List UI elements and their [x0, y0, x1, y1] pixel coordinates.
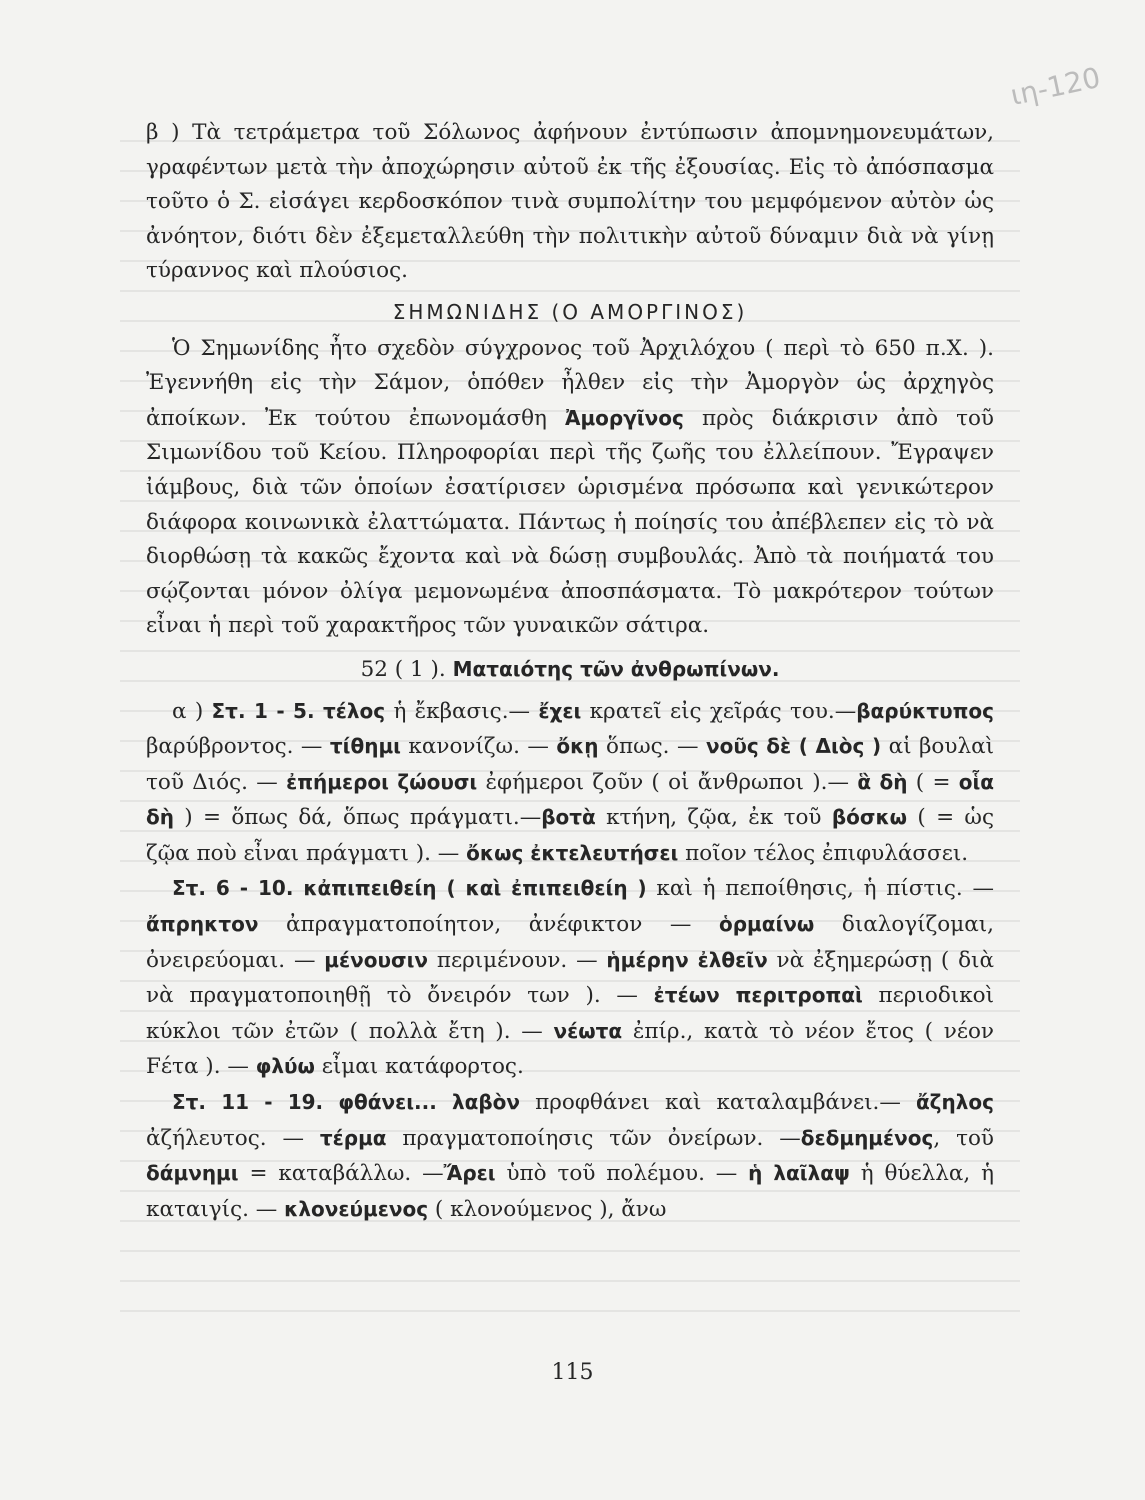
commentary-text: διαλογίζομαι, ὀνειρεύομαι. — [146, 912, 994, 973]
paragraph-text: Ὁ Σημωνίδης ἦτο σχεδὸν σύγχρονος τοῦ Ἀρχιλόχου ( περὶ τὸ 650 π.Χ. ). Ἐγεννήθη εἰς τὴν Σάμον, ὁπόθεν ἦλθεν εἰς τὴν Ἀμοργὸν ὡς ἀρχηγὸς ἀποίκων. Ἐκ τούτου ἐπωνομάσθη [146, 335, 994, 431]
bold-lemma: Στ. 1 - 5. τέλος [211, 698, 386, 723]
bold-lemma: ἐτέων περιτροπαὶ [653, 983, 863, 1008]
commentary-text: ( = [907, 769, 959, 795]
commentary-text: ποῖον τέλος ἐπιφυλάσσει. [678, 840, 969, 866]
poem-title-text: Ματαιότης τῶν ἀνθρωπίνων. [452, 656, 780, 681]
bold-lemma: ἐπήμεροι ζώουσι [286, 769, 478, 794]
bold-lemma: ἃ δὴ [857, 769, 908, 794]
poem-title [146, 652, 994, 688]
bold-lemma: Στ. 11 - 19. φθάνει... λαβὸν [172, 1090, 521, 1115]
commentary-text: ἀζήλευτος. — [146, 1125, 320, 1151]
paragraph-solon: β ) Τὰ τετράμετρα τοῦ Σόλωνος ἀφήνουν ἐντύπωσιν ἀπομνημονευμάτων, γραφέντων μετὰ τὴν ἀποχώρησιν αὐτοῦ ἐκ τῆς ἐξουσίας. Εἰς τὸ ἀπόσπασμα τοῦτο ὁ Σ. εἰσάγει κερδοσκόπον τινὰ συμπολίτην του μεμφόμενον αὐτὸν ὡς ἀνόητον, διότι δὲν ἐξεμεταλλεύθη τὴν πολιτικὴν αὐτοῦ δύναμιν διὰ νὰ γίνῃ τύραννος καὶ πλούσιος. [146, 120, 994, 284]
margin-handwritten-note: ιη-120 [1007, 60, 1104, 113]
commentary-text: νὰ ἐξημερώσῃ ( διὰ νὰ πραγματοποιηθῇ τὸ ὄνειρόν των ). — [146, 947, 994, 1009]
bold-lemma: βαρύκτυπος [856, 698, 995, 723]
commentary-text: ( = ὡς ζῷα ποὺ εἶναι πράγματι ). — [146, 805, 995, 866]
bold-lemma: τίθημι [329, 734, 401, 759]
bold-lemma: βόσκω [831, 805, 908, 830]
paragraph-semonides [146, 332, 994, 644]
bold-lemma: νοῦς δὲ ( Διὸς ) [705, 734, 882, 759]
commentary-text: κρατεῖ εἰς χεῖράς του.— [581, 698, 857, 724]
commentary-text: κανονίζω. — [400, 734, 557, 760]
bold-lemma: δάμνημι [146, 1161, 239, 1186]
commentary-lines-6-10 [146, 871, 994, 1085]
bold-lemma: οἷα δὴ [146, 769, 995, 830]
commentary-text: πραγματοποίησις τῶν ὀνείρων. — [386, 1125, 801, 1151]
commentary-text: περιοδικοὶ κύκλοι τῶν ἐτῶν ( πολλὰ ἔτη ). — [146, 983, 995, 1044]
bold-lemma: δεδμημένος [800, 1125, 934, 1150]
commentary-text: ὑπὸ τοῦ πολέμου. — [495, 1161, 749, 1187]
commentary-text: καὶ ἡ πεποίθησις, ἡ πίστις. — [646, 876, 995, 902]
bold-term: Ἀμοργῖνος [564, 405, 684, 430]
commentary-text: περιμένουν. — [428, 947, 607, 973]
bold-lemma: βοτὰ [541, 805, 596, 830]
commentary-text: = καταβάλλω. — [238, 1161, 444, 1187]
bold-lemma: ὄκως ἐκτελευτήσει [466, 840, 679, 865]
commentary-lines-11-19 [146, 1085, 994, 1227]
bold-lemma: ἄζηλος [915, 1090, 994, 1115]
commentary-text: , τοῦ [933, 1125, 994, 1151]
bold-lemma: Ἄρει [443, 1161, 496, 1186]
page-body [146, 116, 994, 1227]
commentary-text: ἀπραγματοποίητον, ἀνέφικτον — [258, 912, 719, 938]
bold-lemma: νέωτα [553, 1018, 623, 1043]
commentary-text: α ) [172, 698, 212, 724]
bold-lemma: ἄπρηκτον [146, 912, 259, 937]
bold-lemma: κλονεύμενος [284, 1196, 429, 1221]
commentary-text: ) = ὅπως δά, ὅπως πράγματι.— [173, 805, 542, 831]
commentary-text: ἡ ἔκβασις.— [385, 698, 539, 724]
commentary-text: προφθάνει καὶ καταλαμβάνει.— [520, 1090, 916, 1116]
commentary-text: βαρύβροντος. — [146, 734, 330, 760]
commentary-text: αἱ βουλαὶ τοῦ Διός. — [146, 734, 995, 795]
bold-lemma: Στ. 6 - 10. κἀπιπειθείη ( καὶ ἐπιπειθείη ) [172, 876, 647, 901]
section-heading: ΣΗΜΩΝΙΔΗΣ (Ο ΑΜΟΡΓΙΝΟΣ) [392, 299, 748, 324]
bold-lemma: τέρμα [319, 1125, 387, 1150]
paragraph-text: πρὸς διάκρισιν ἀπὸ τοῦ Σιμωνίδου τοῦ Κείου. Πληροφορίαι περὶ τῆς ζωῆς του ἐλλείπουν. Ἔγραψεν ἰάμβους, διὰ τῶν ὁποίων ἐσατίρισεν ὡρισμένα πρόσωπα καὶ γενικώτερον διάφορα κοινωνικὰ ἐλαττώματα. Πάντως ἡ ποίησίς του ἀπέβλεπεν εἰς τὸ νὰ διορθώσῃ τὰ κακῶς ἔχοντα καὶ νὰ δώσῃ συμβουλάς. Ἀπὸ τὰ ποιήματά του σῴζονται μόνον ὀλίγα μεμονωμένα ἀποσπάσματα. Τὸ μακρότερον τούτων εἶναι ἡ περὶ τοῦ χαρακτῆρος τῶν γυναικῶν σάτιρα. [146, 405, 994, 639]
bold-lemma: μένουσιν [324, 947, 428, 972]
commentary-text: ( κλονούμενος ), ἄνω [428, 1196, 667, 1222]
commentary-text: εἶμαι κατάφορτος. [314, 1054, 524, 1080]
commentary-text: ἐφήμεροι ζοῦν ( οἱ ἄνθρωποι ).— [477, 769, 858, 795]
commentary-text: κτήνη, ζῷα, ἐκ τοῦ [595, 805, 832, 831]
bold-lemma: φλύω [255, 1054, 315, 1079]
commentary-text: ὅπως. — [598, 734, 706, 760]
page-number: 115 [551, 1360, 594, 1385]
poem-number: 52 ( 1 ). [360, 656, 446, 682]
commentary-text: ἐπίρ., κατὰ τὸ νέον ἔτος ( νέον Fέτα ). — [146, 1018, 994, 1080]
bold-lemma: ἡ λαῖλαψ [748, 1161, 850, 1186]
bold-lemma: ἡμέρην ἐλθεῖν [606, 947, 768, 972]
commentary-text: ἡ θύελλα, ἡ καταιγίς. — [146, 1161, 994, 1222]
bold-lemma: ὁρμαίνω [719, 912, 815, 937]
commentary-lines-1-5 [146, 694, 994, 872]
bold-lemma: ὄκῃ [556, 734, 599, 759]
bold-lemma: ἔχει [538, 698, 582, 723]
